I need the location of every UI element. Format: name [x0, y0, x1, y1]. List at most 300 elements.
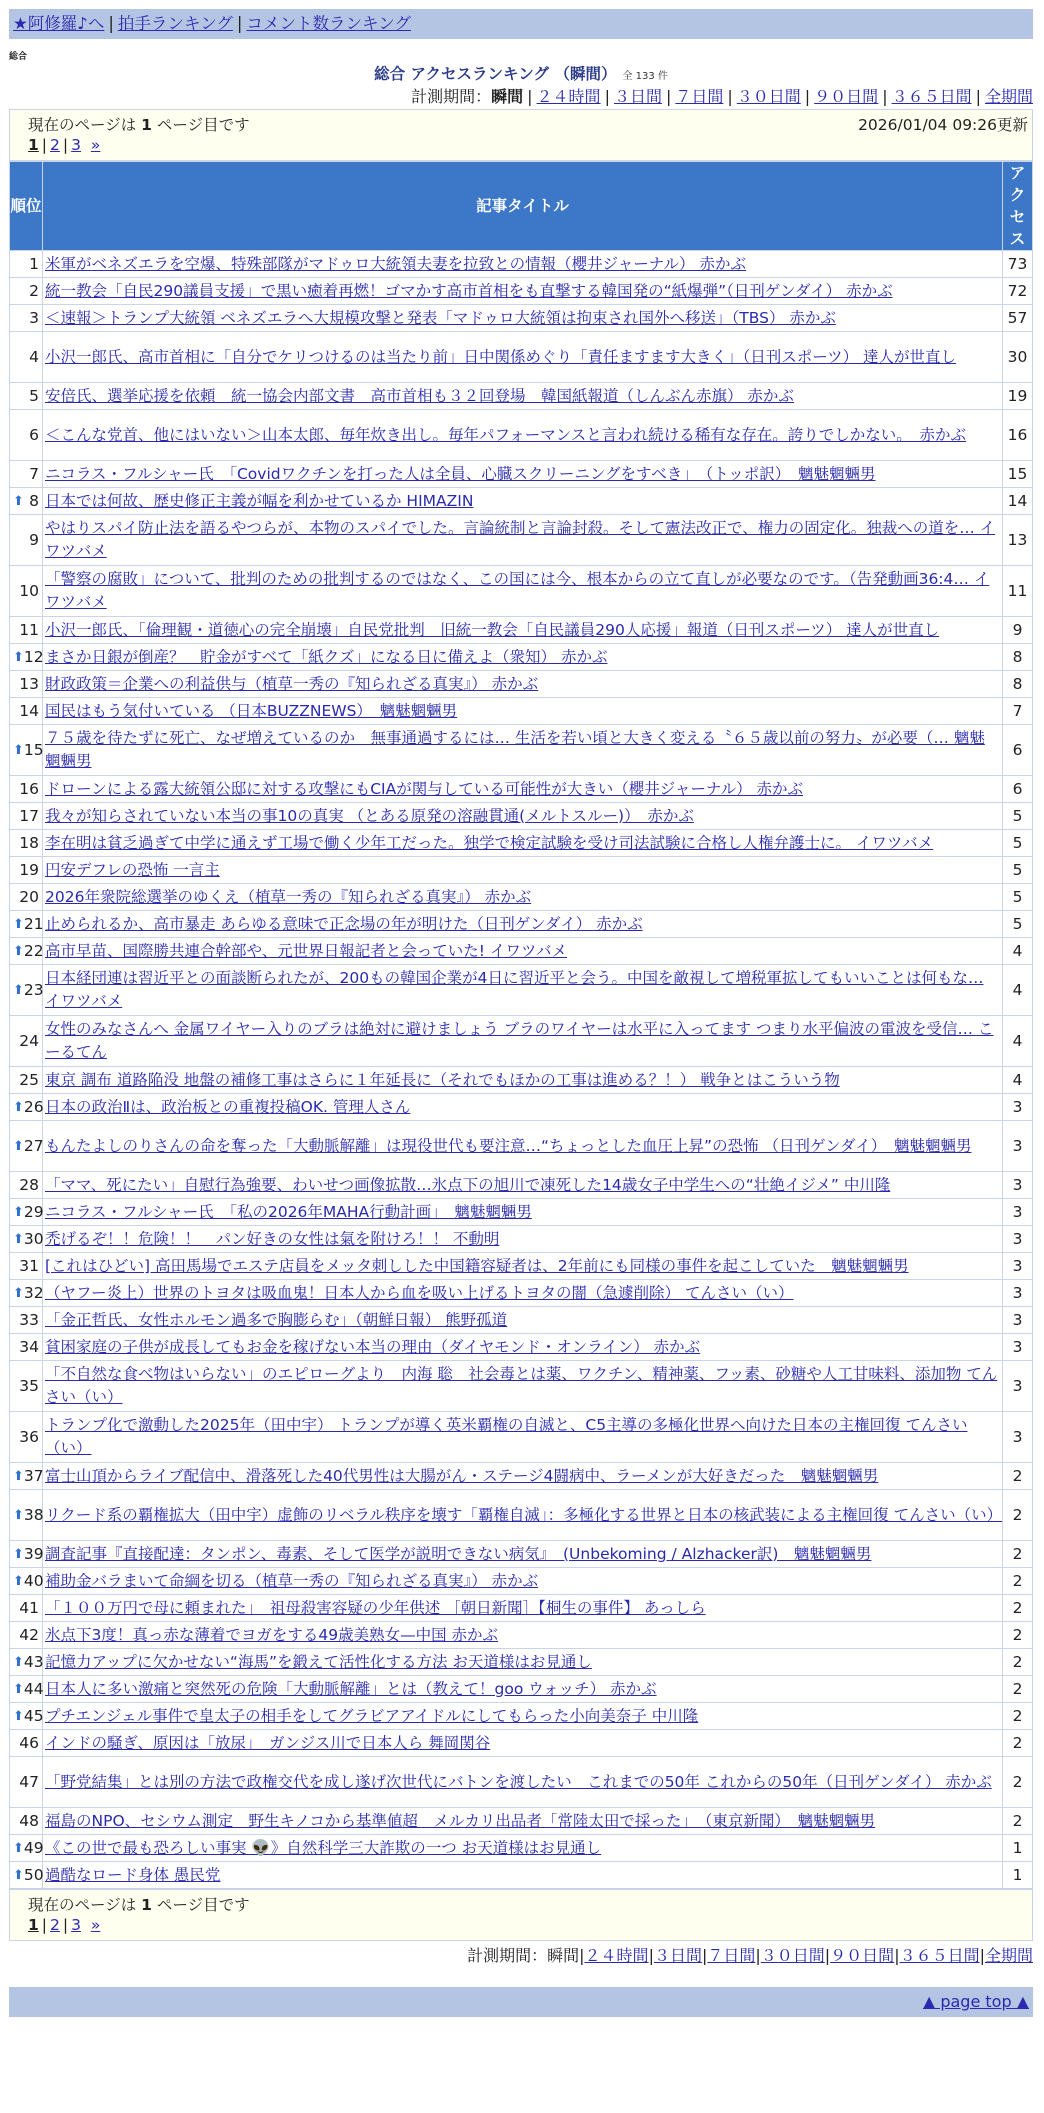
rank-cell — [10, 644, 42, 670]
period-separator: | — [894, 1946, 900, 1965]
pager-next-link[interactable]: » — [90, 136, 101, 154]
rank-number: 5 — [29, 386, 39, 405]
access-count: 19 — [1003, 383, 1032, 409]
table-row — [10, 1568, 1032, 1594]
article-title-link[interactable]: ニコラス・フルシャー氏 「Covidワクチンを打った人は全員、心臓スクリーニングをすべき」 （トッポ訳） 魑魅魍魎男 — [45, 464, 876, 483]
rank-up-arrow-icon: ⬆ — [13, 1231, 24, 1247]
title-cell — [43, 278, 1002, 304]
period-link-6[interactable]: 全期間 — [984, 87, 1033, 106]
title-cell — [43, 1121, 1002, 1171]
header-rank: 順位 — [10, 162, 42, 250]
rank-cell — [10, 1172, 42, 1198]
article-title-link[interactable]: 李在明は貧乏過ぎて中学に通えず工場で働く少年工だった。独学で検定試験を受け司法試験に合格し人権弁護士に。 イワツバメ — [45, 833, 934, 852]
article-title-link[interactable]: 過酷なロード身体 愚民党 — [45, 1865, 221, 1884]
table-row — [10, 1121, 1032, 1171]
title-cell — [43, 965, 1002, 1015]
rank-cell — [10, 461, 42, 487]
rank-cell — [10, 1412, 42, 1462]
article-title-link[interactable]: ＜速報＞トランプ大統領 ベネズエラへ大規模攻撃と発表「マドゥロ大統領は拘束され国外へ移送」（TBS） 赤かぶ — [45, 308, 836, 327]
period-link-0[interactable]: ２４時間 — [584, 1946, 649, 1965]
rank-number: 48 — [19, 1811, 39, 1830]
rank-number: 24 — [19, 1031, 39, 1050]
table-row — [10, 857, 1032, 883]
rank-number: 28 — [19, 1175, 39, 1194]
rank-up-arrow-icon: ⬆ — [13, 493, 24, 509]
access-count: 11 — [1003, 566, 1032, 616]
table-row — [10, 1016, 1032, 1066]
rank-number: 9 — [29, 530, 39, 549]
table-row — [10, 278, 1032, 304]
rank-cell — [10, 1649, 42, 1675]
table-row — [10, 1490, 1032, 1540]
table-row — [10, 1361, 1032, 1411]
article-title-link[interactable]: インドの騒ぎ、原因は「放尿」 ガンジス川で日本人ら 舞岡関谷 — [45, 1733, 491, 1752]
nav-separator: | — [236, 14, 243, 33]
article-title-link[interactable]: 2026年衆院総選挙のゆくえ（植草一秀の『知られざる真実』） 赤かぶ — [45, 887, 532, 906]
rank-cell — [10, 1490, 42, 1540]
article-title-link[interactable]: 日本経団連は習近平との面談断られたが、200もの韓国企業が4日に習近平と会う。中国を敵視して増税軍拡してもいいことは何もな… イワツバメ — [45, 969, 984, 1010]
rank-number: 38 — [23, 1505, 44, 1524]
access-count: 6 — [1003, 776, 1032, 802]
rank-up-arrow-icon: ⬆ — [13, 1099, 24, 1115]
rank-up-arrow-icon: ⬆ — [13, 1204, 24, 1220]
access-count: 4 — [1003, 965, 1032, 1015]
title-cell — [43, 1361, 1002, 1411]
table-row — [10, 1280, 1032, 1306]
table-row — [10, 1463, 1032, 1489]
article-title-link[interactable]: 日本の政治Ⅱは、政治板との重複投稿OK. 管理人さん — [45, 1097, 411, 1116]
article-title-link[interactable]: 米軍がベネズエラを空爆、特殊部隊がマドゥロ大統領夫妻を拉致との情報（櫻井ジャーナル） 赤かぶ — [45, 254, 746, 273]
rank-number: 19 — [19, 860, 39, 879]
access-count: 3 — [1003, 1307, 1032, 1333]
table-row — [10, 1226, 1032, 1252]
rank-number: 17 — [19, 806, 39, 825]
table-row — [10, 617, 1032, 643]
rank-cell — [10, 1307, 42, 1333]
rank-number: 21 — [23, 914, 44, 933]
title-cell — [43, 1226, 1002, 1252]
article-title-link[interactable]: [これはひどい] 高田馬場でエステ店員をメッタ刺しした中国籍容疑者は、2年前にも同様の事件を起こしていた 魑魅魍魎男 — [45, 1256, 909, 1275]
table-row — [10, 776, 1032, 802]
rank-number: 25 — [19, 1070, 39, 1089]
table-row — [10, 305, 1032, 331]
rank-cell — [10, 1334, 42, 1360]
pager-page-link[interactable]: 2 — [50, 1916, 60, 1934]
rank-up-arrow-icon: ⬆ — [13, 1867, 24, 1883]
title-cell — [43, 1568, 1002, 1594]
article-title-link[interactable]: 富士山頂からライブ配信中、滑落死した40代男性は大腸がん・ステージ4闘病中、ラーメンが大好きだった 魑魅魍魎男 — [45, 1466, 879, 1485]
title-cell — [43, 830, 1002, 856]
ranking-title-row — [9, 63, 1033, 85]
title-cell — [43, 884, 1002, 910]
title-cell — [43, 488, 1002, 514]
article-title-link[interactable]: まさか日銀が倒産？ 貯金がすべて「紙クズ」になる日に備えよ（衆知） 赤かぶ — [45, 647, 608, 666]
access-count: 3 — [1003, 1253, 1032, 1279]
period-link-4[interactable]: ９０日間 — [830, 1946, 895, 1965]
access-count: 3 — [1003, 1280, 1032, 1306]
article-title-link[interactable]: 《この世で最も恐ろしい事実 👽》自然科学三大詐欺の一つ お天道様はお見通し — [45, 1838, 602, 1857]
rank-cell — [10, 410, 42, 460]
period-separator: | — [648, 1946, 654, 1965]
title-cell — [43, 938, 1002, 964]
article-title-link[interactable]: やはりスパイ防止法を語るやつらが、本物のスパイでした。言論統制と言論封殺。そして憲法改正で、権力の固定化。独裁への道を… イワツバメ — [45, 519, 996, 560]
article-title-link[interactable]: 「ママ、死にたい」自慰行為強要、わいせつ画像拡散…氷点下の旭川で凍死した14歳女子中学生への“壮絶イジメ” 中川隆 — [45, 1175, 891, 1194]
ranking-table-body — [10, 251, 1032, 1888]
period-separator: | — [701, 1946, 708, 1965]
article-title-link[interactable]: 止められるか、高市暴走 あらゆる意味で正念場の年が明けた（日刊ゲンダイ） 赤かぶ — [45, 914, 643, 933]
article-title-link[interactable]: 日本人に多い激痛と突然死の危険「大動脈解離」とは（教えて！goo ウォッチ） 赤かぶ — [45, 1679, 657, 1698]
rank-cell — [10, 1595, 42, 1621]
table-row — [10, 1622, 1032, 1648]
rank-cell — [10, 1121, 42, 1171]
access-count: 4 — [1003, 1067, 1032, 1093]
period-link-5[interactable]: ３６５日間 — [891, 87, 972, 106]
access-count: 30 — [1003, 332, 1032, 382]
rank-number: 33 — [19, 1310, 39, 1329]
access-count: 2 — [1003, 1490, 1032, 1540]
rank-number: 16 — [19, 779, 39, 798]
access-count: 3 — [1003, 1361, 1032, 1411]
clap-ranking-link[interactable]: 拍手ランキング — [117, 14, 233, 33]
access-count: 5 — [1003, 803, 1032, 829]
access-count: 8 — [1003, 671, 1032, 697]
title-cell — [43, 1835, 1002, 1861]
rank-up-arrow-icon: ⬆ — [13, 1468, 24, 1484]
access-count: 16 — [1003, 410, 1032, 460]
rank-number: 22 — [23, 941, 44, 960]
rank-cell — [10, 911, 42, 937]
rank-number: 14 — [19, 701, 39, 720]
rank-cell — [10, 305, 42, 331]
rank-number: 49 — [23, 1838, 44, 1857]
article-title-link[interactable]: 「不自然な食べ物はいらない」のエピローグより 内海 聡 社会毒とは薬、ワクチン、精神薬、フッ素、砂糖や人工甘味料、添加物 てんさい（い） — [45, 1365, 998, 1406]
rank-number: 27 — [23, 1136, 44, 1155]
period-link-3[interactable]: ３０日間 — [760, 1946, 825, 1965]
title-cell — [43, 1199, 1002, 1225]
nav-separator: | — [108, 14, 114, 33]
access-count: 5 — [1003, 830, 1032, 856]
table-row — [10, 725, 1032, 775]
pager-page-link[interactable]: 2 — [50, 136, 60, 154]
rank-cell — [10, 1622, 42, 1648]
period-label: 計測期間： — [467, 1946, 548, 1965]
header-access: アクセス — [1003, 162, 1032, 250]
page-info-box-top — [9, 109, 1033, 161]
article-title-link[interactable]: 小沢一郎氏、高市首相に「自分でケリつけるのは当たり前」日中関係めぐり「責任ますます大きく」（日刊スポーツ） 達人が世直し — [45, 347, 957, 366]
article-title-link[interactable]: 安倍氏、選挙応援を依頼 統一協会内部文書 高市首相も３２回登場 韓国紙報道（しんぶん赤旗） 赤かぶ — [45, 386, 794, 405]
comment-ranking-link[interactable]: コメント数ランキング — [246, 14, 411, 33]
rank-number: 47 — [19, 1772, 39, 1791]
article-title-link[interactable]: 貧困家庭の子供が成長してもお金を稼げない本当の理由（ダイヤモンド・オンライン） 赤かぶ — [45, 1337, 701, 1356]
rank-cell — [10, 725, 42, 775]
title-cell — [43, 1094, 1002, 1120]
access-count: 1 — [1003, 1835, 1032, 1861]
table-row — [10, 1862, 1032, 1888]
access-count: 3 — [1003, 1412, 1032, 1462]
article-title-link[interactable]: もんたよしのりさんの命を奪った「大動脈解離」は現役世代も要注意…“ちょっとした血圧上昇”の恐怖 （日刊ゲンダイ） 魑魅魍魎男 — [45, 1136, 972, 1155]
access-count: 5 — [1003, 911, 1032, 937]
rank-up-arrow-icon: ⬆ — [13, 742, 24, 758]
table-row — [10, 1067, 1032, 1093]
article-title-link[interactable]: ドローンによる露大統領公邸に対する攻撃にもCIAが関与している可能性が大きい（櫻井ジャーナル） 赤かぶ — [45, 779, 804, 798]
title-cell — [43, 803, 1002, 829]
pager-current-page: 1 — [28, 1916, 39, 1934]
title-cell — [43, 644, 1002, 670]
article-title-link[interactable]: 「野党結集」とは別の方法で政権交代を成し遂げ次世代にバトンを渡したい これまでの50年 これからの50年（日刊ゲンダイ） 赤かぶ — [45, 1772, 992, 1791]
article-title-link[interactable]: リクード系の覇権拡大（田中宇）虚飾のリベラル秩序を壊す「覇権自滅」：多極化する世界と日本の核武装による主権回復 てんさい（い） — [45, 1505, 1003, 1524]
article-title-link[interactable]: 福島のNPO、セシウム測定 野生キノコから基準値超 メルカリ出品者「常陸太田で採った」 （東京新聞） 魑魅魍魎男 — [45, 1811, 876, 1830]
article-title-link[interactable]: プチエンジェル事件で皇太子の相手をしてグラビアアイドルにしてもらった小向美奈子 中川隆 — [45, 1706, 699, 1725]
article-title-link[interactable]: 女性のみなさんへ 金属ワイヤー入りのブラは絶対に避けましょう ブラのワイヤーは水平に入ってます つまり水平偏波の電波を受信… こーるてん — [45, 1020, 994, 1061]
article-title-link[interactable]: 統一教会「自民290議員支援」で黒い癒着再燃！ゴマかす高市首相をも直撃する韓国発の“紙爆弾”（日刊ゲンダイ） 赤かぶ — [45, 281, 893, 300]
rank-cell — [10, 383, 42, 409]
rank-number: 40 — [23, 1571, 44, 1590]
period-separator: | — [824, 1946, 831, 1965]
period-link-2[interactable]: ７日間 — [707, 1946, 756, 1965]
title-cell — [43, 857, 1002, 883]
period-link-2[interactable]: ７日間 — [675, 87, 724, 106]
rank-number: 46 — [19, 1733, 39, 1752]
rank-cell — [10, 1808, 42, 1834]
top-nav-bar — [9, 9, 1033, 39]
rank-number: 23 — [23, 980, 44, 999]
title-cell — [43, 1334, 1002, 1360]
access-count: 2 — [1003, 1703, 1032, 1729]
period-link-1[interactable]: ３日間 — [653, 1946, 702, 1965]
pager-current-page: 1 — [28, 136, 39, 154]
period-link-0[interactable]: ２４時間 — [536, 87, 601, 106]
period-selector-bottom — [9, 1943, 1033, 1969]
title-cell — [43, 1172, 1002, 1198]
rank-number: 3 — [29, 308, 39, 327]
rank-number: 7 — [29, 464, 39, 483]
title-cell — [43, 383, 1002, 409]
access-count: 2 — [1003, 1463, 1032, 1489]
pager-separator: | — [62, 1916, 69, 1934]
rank-number: 15 — [23, 740, 44, 759]
article-title-link[interactable]: 我々が知らされていない本当の事10の真実 （とある原発の溶融貫通(メルトスルー)） 赤かぶ — [45, 806, 694, 825]
article-title-link[interactable]: 小沢一郎氏、「倫理観・道徳心の完全崩壊」自民党批判 旧統一教会「自民議員290人応援」報道（日刊スポーツ） 達人が世直し — [45, 620, 940, 639]
table-row — [10, 515, 1032, 565]
rank-cell — [10, 488, 42, 514]
title-cell — [43, 515, 1002, 565]
rank-cell — [10, 1361, 42, 1411]
access-count: 15 — [1003, 461, 1032, 487]
period-separator: | — [804, 87, 811, 106]
page-info-box-bottom — [9, 1889, 1033, 1941]
article-title-link[interactable]: 財政政策＝企業への利益供与（植草一秀の『知られざる真実』） 赤かぶ — [45, 674, 539, 693]
header-title: 記事タイトル — [43, 162, 1002, 250]
rank-cell — [10, 1094, 42, 1120]
access-count: 4 — [1003, 938, 1032, 964]
bottom-bar — [9, 1987, 1033, 2017]
period-separator: | — [665, 87, 672, 106]
rank-up-arrow-icon: ⬆ — [13, 1138, 24, 1154]
access-count: 3 — [1003, 1226, 1032, 1252]
rank-number: 50 — [23, 1865, 44, 1884]
title-cell — [43, 671, 1002, 697]
title-cell — [43, 1412, 1002, 1462]
rank-cell — [10, 515, 42, 565]
ranking-table — [9, 161, 1033, 1889]
title-cell — [43, 1730, 1002, 1756]
title-cell — [43, 1649, 1002, 1675]
rank-number: 42 — [19, 1625, 39, 1644]
article-title-link[interactable]: 円安デフレの恐怖 一言主 — [45, 860, 220, 879]
table-row — [10, 1412, 1032, 1462]
access-count: 2 — [1003, 1595, 1032, 1621]
access-count: 5 — [1003, 884, 1032, 910]
period-separator: | — [755, 1946, 761, 1965]
table-row — [10, 1835, 1032, 1861]
table-row — [10, 938, 1032, 964]
title-cell — [43, 725, 1002, 775]
title-cell — [43, 305, 1002, 331]
title-cell — [43, 1016, 1002, 1066]
table-row — [10, 488, 1032, 514]
article-title-link[interactable]: ニコラス・フルシャー氏 「私の2026年MAHA行動計画」 魑魅魍魎男 — [45, 1202, 532, 1221]
article-title-link[interactable]: ＜こんな党首、他にはいない＞山本太郎、毎年炊き出し。毎年パフォーマンスと言われ続ける稀有な存在。誇りでしかない。 赤かぶ — [45, 425, 967, 444]
article-title-link[interactable]: 「１００万円で母に頼まれた」 祖母殺害容疑の少年供述 ［朝日新聞］【桐生の事件】 あっしら — [45, 1598, 706, 1617]
rank-cell — [10, 1676, 42, 1702]
rank-cell — [10, 251, 42, 277]
current-page-text-bottom: 現在のページは 1 ページ目です — [28, 1896, 250, 1914]
period-separator: | — [975, 87, 981, 106]
rank-cell — [10, 857, 42, 883]
period-link-6[interactable]: 全期間 — [984, 1946, 1033, 1965]
rank-number: 1 — [29, 254, 39, 273]
rank-cell — [10, 617, 42, 643]
table-row — [10, 911, 1032, 937]
table-row — [10, 1595, 1032, 1621]
access-count: 2 — [1003, 1757, 1032, 1807]
article-title-link[interactable]: 禿げるぞ！！危険！！ パン好きの女性は氣を附けろ！！ 不動明 — [45, 1229, 500, 1248]
table-row — [10, 671, 1032, 697]
rank-up-arrow-icon: ⬆ — [13, 982, 24, 998]
period-link-5[interactable]: ３６５日間 — [899, 1946, 980, 1965]
rank-up-arrow-icon: ⬆ — [13, 1681, 24, 1697]
table-row — [10, 1808, 1032, 1834]
rank-number: 32 — [23, 1283, 44, 1302]
period-link-4[interactable]: ９０日間 — [814, 87, 879, 106]
page-wrapper — [9, 9, 1033, 2017]
period-separator: | — [527, 87, 533, 106]
period-link-1[interactable]: ３日間 — [613, 87, 662, 106]
article-title-link[interactable]: 記憶力アップに欠かせない“海馬”を鍛えて活性化する方法 お天道様はお見通し — [45, 1652, 592, 1671]
article-title-link[interactable]: 「金正哲氏、女性ホルモン過多で胸膨らむ」（朝鮮日報） 熊野孤道 — [45, 1310, 508, 1329]
rank-up-arrow-icon: ⬆ — [13, 1708, 24, 1724]
rank-cell — [10, 1757, 42, 1807]
table-row — [10, 884, 1032, 910]
access-count: 9 — [1003, 617, 1032, 643]
rank-number: 30 — [23, 1229, 44, 1248]
pager-separator: | — [41, 136, 48, 154]
table-row — [10, 1307, 1032, 1333]
rank-number: 36 — [19, 1427, 39, 1446]
rank-number: 13 — [19, 674, 39, 693]
pager-bottom — [28, 1916, 100, 1934]
title-cell — [43, 1703, 1002, 1729]
access-count: 2 — [1003, 1541, 1032, 1567]
table-row — [10, 410, 1032, 460]
access-count: 3 — [1003, 1094, 1032, 1120]
article-title-link[interactable]: 日本では何故、歴史修正主義が幅を利かせているか HIMAZIN — [45, 491, 474, 510]
table-row — [10, 1172, 1032, 1198]
article-title-link[interactable]: 東京 調布 道路陥没 地盤の補修工事はさらに１年延長に（それでもほかの工事は進める？！） 戦争とはこういう物 — [45, 1070, 840, 1089]
rank-number: 43 — [23, 1652, 44, 1671]
rank-number: 39 — [23, 1544, 44, 1563]
title-cell — [43, 566, 1002, 616]
rank-number: 29 — [23, 1202, 44, 1221]
table-row — [10, 965, 1032, 1015]
rank-cell — [10, 1226, 42, 1252]
article-title-link[interactable]: （ヤフー炎上）世界のトヨタは吸血鬼！日本人から血を吸い上げるトヨタの闇（急遽削除） てんさい（い） — [45, 1283, 794, 1302]
title-cell — [43, 251, 1002, 277]
table-row — [10, 1676, 1032, 1702]
rank-number: 2 — [29, 281, 39, 300]
rank-number: 4 — [29, 347, 39, 366]
table-row — [10, 1253, 1032, 1279]
table-row — [10, 1757, 1032, 1807]
access-count: 2 — [1003, 1649, 1032, 1675]
rank-cell — [10, 698, 42, 724]
period-separator: | — [882, 87, 888, 106]
table-row — [10, 251, 1032, 277]
title-cell — [43, 1622, 1002, 1648]
title-cell — [43, 1280, 1002, 1306]
article-title-link[interactable]: ７５歳を待たずに死亡、なぜ増えているのか 無事通過するには… 生活を若い頃と大きく変える〝６５歳以前の努力〟が必要（… 魑魅魍魎男 — [45, 729, 985, 770]
rank-cell — [10, 884, 42, 910]
pager-next-link[interactable]: » — [90, 1916, 101, 1934]
article-title-link[interactable]: 調査記事『直接配達：タンポン、毒素、そして医学が説明できない病気』 (Unbekoming / Alzhacker訳) 魑魅魍魎男 — [45, 1544, 872, 1563]
rank-number: 45 — [23, 1706, 44, 1725]
access-count: 8 — [1003, 644, 1032, 670]
access-count: 3 — [1003, 1121, 1032, 1171]
rank-cell — [10, 278, 42, 304]
period-link-3[interactable]: ３０日間 — [736, 87, 801, 106]
rank-cell — [10, 1067, 42, 1093]
table-row — [10, 830, 1032, 856]
rank-cell — [10, 566, 42, 616]
title-cell — [43, 776, 1002, 802]
title-cell — [43, 461, 1002, 487]
article-title-link[interactable]: 補助金バラまいて命綱を切る（植草一秀の『知られざる真実』） 赤かぶ — [45, 1571, 539, 1590]
updated-timestamp: 2026/01/04 09:26更新 — [858, 116, 1028, 134]
pager-page-link[interactable]: 3 — [71, 136, 82, 154]
page-top-link[interactable]: ▲ page top ▲ — [922, 1992, 1029, 2011]
period-separator: | — [579, 1946, 585, 1965]
rank-number: 31 — [19, 1256, 39, 1275]
access-count: 14 — [1003, 488, 1032, 514]
article-title-link[interactable]: 国民はもう気付いている （日本BUZZNEWS） 魑魅魍魎男 — [45, 701, 458, 720]
rank-up-arrow-icon: ⬆ — [13, 1573, 24, 1589]
table-row — [10, 1649, 1032, 1675]
rank-cell — [10, 1016, 42, 1066]
rank-cell — [10, 1280, 42, 1306]
article-title-link[interactable]: 「警察の腐敗」について、批判のための批判するのではなく、この国には今、根本からの立て直しが必要なのです。（告発動画36:4… イワツバメ — [45, 570, 990, 611]
article-title-link[interactable]: トランプ化で激動した2025年（田中宇） トランプが導く英米覇権の自滅と、C5主導の多極化世界へ向けた日本の主権回復 てんさい（い） — [45, 1416, 968, 1457]
rank-up-arrow-icon: ⬆ — [13, 649, 24, 665]
page-title: 総合 アクセスランキング （瞬間） — [374, 65, 617, 83]
period-selector-top — [9, 85, 1033, 109]
article-title-link[interactable]: 高市早苗、国際勝共連合幹部や、元世界日報記者と会っていた! イワツバメ — [45, 941, 568, 960]
rank-number: 41 — [19, 1598, 39, 1617]
home-link[interactable]: ★阿修羅♪へ — [13, 14, 105, 33]
title-cell — [43, 911, 1002, 937]
title-cell — [43, 1463, 1002, 1489]
article-title-link[interactable]: 氷点下3度！真っ赤な薄着でヨガをする49歳美熟女—中国 赤かぶ — [45, 1625, 499, 1644]
pager-page-link[interactable]: 3 — [71, 1916, 82, 1934]
